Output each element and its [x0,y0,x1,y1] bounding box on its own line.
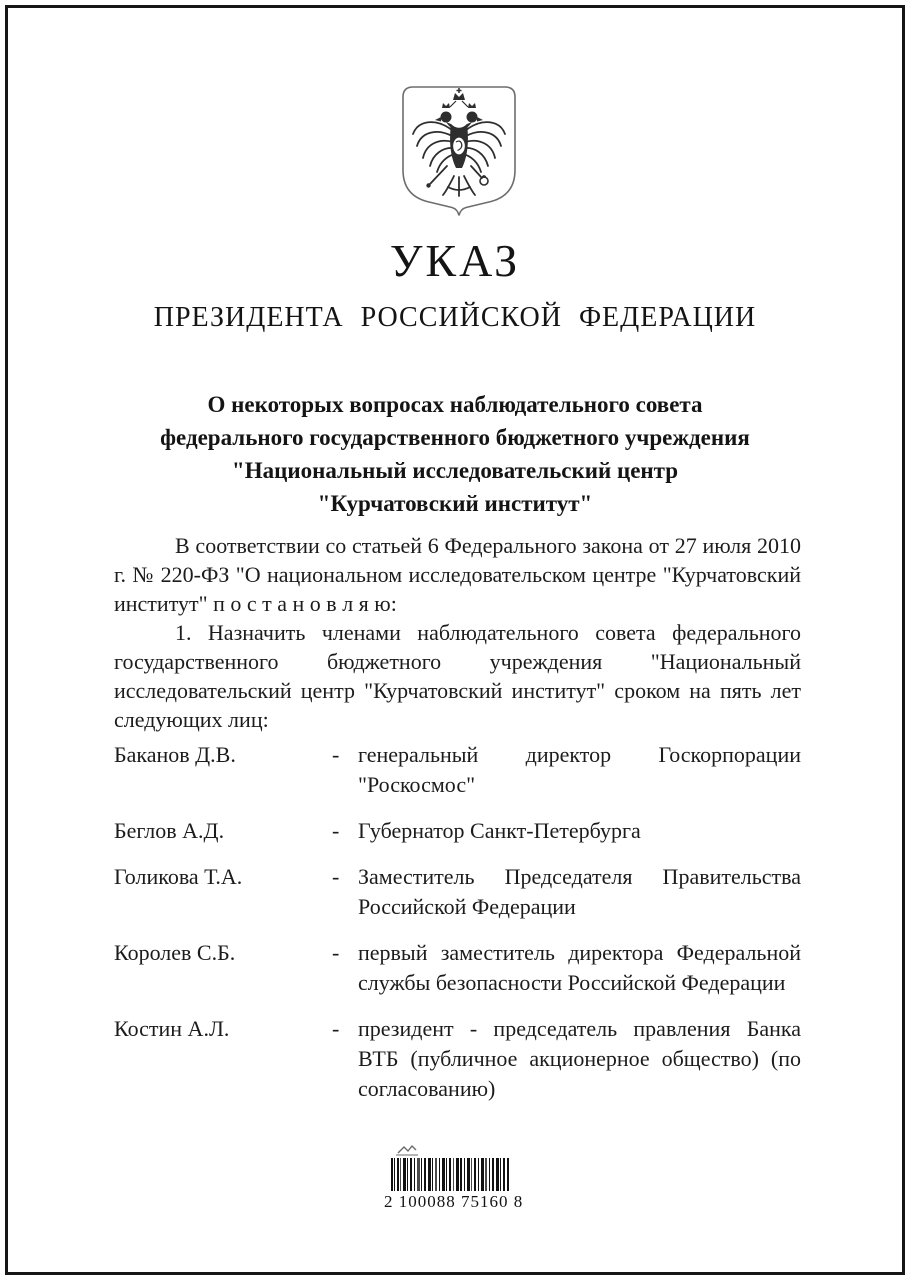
subject-line: "Курчатовский институт" [317,491,593,516]
member-row [114,740,801,800]
member-dash: - [332,1016,340,1041]
body-paragraph: В соответствии со статьей 6 Федерального закона от 27 июля 2010 г. № 220-ФЗ "О национальном исследовательском центре "Курчатовский институт" п о с т а н о в л я ю: [114,533,801,616]
decree-title: УКАЗ [389,235,521,286]
member-name: Беглов А.Д. [114,818,225,843]
subject-line: О некоторых вопросах наблюдательного совета [207,392,703,417]
member-dash: - [332,742,340,767]
barcode-number: 2 100088 75160 8 [384,1192,524,1211]
members-list [114,740,801,1120]
barcode-block [384,1144,524,1212]
member-row [114,816,801,846]
decree-subject [55,388,855,520]
member-dash: - [332,864,340,889]
double-headed-eagle-icon [400,84,518,227]
subject-line: "Национальный исследовательский центр [231,458,679,483]
member-name: Голикова Т.А. [114,864,243,889]
member-position: генеральный директор Госкорпорации "Роскосмос" [358,742,801,797]
member-dash: - [332,818,340,843]
coat-of-arms [400,84,518,227]
member-position: президент - председатель правления Банка ВТБ (публичное акционерное общество) (по согласованию) [358,1016,801,1101]
member-position: первый заместитель директора Федеральной службы безопасности Российской Федерации [358,940,801,995]
member-row [114,938,801,998]
member-row [114,862,801,922]
barcode-icon [391,1158,509,1191]
registration-mark-icon [394,1144,422,1157]
member-name: Королев С.Б. [114,940,236,965]
member-name: Баканов Д.В. [114,742,236,767]
body-paragraph: 1. Назначить членами наблюдательного совета федерального государственного бюджетного учреждения "Национальный исследовательский центр "Курчатовский институт" сроком на пять лет следующих лиц: [114,620,801,732]
member-dash: - [332,940,340,965]
member-position: Губернатор Санкт-Петербурга [358,818,641,843]
subject-line: федерального государственного бюджетного учреждения [160,425,750,450]
decree-body [114,531,801,734]
member-name: Костин А.Л. [114,1016,230,1041]
decree-issuer: ПРЕЗИДЕНТА РОССИЙСКОЙ ФЕДЕРАЦИИ [153,302,757,333]
member-row [114,1014,801,1104]
member-position: Заместитель Председателя Правительства Российской Федерации [358,864,801,919]
